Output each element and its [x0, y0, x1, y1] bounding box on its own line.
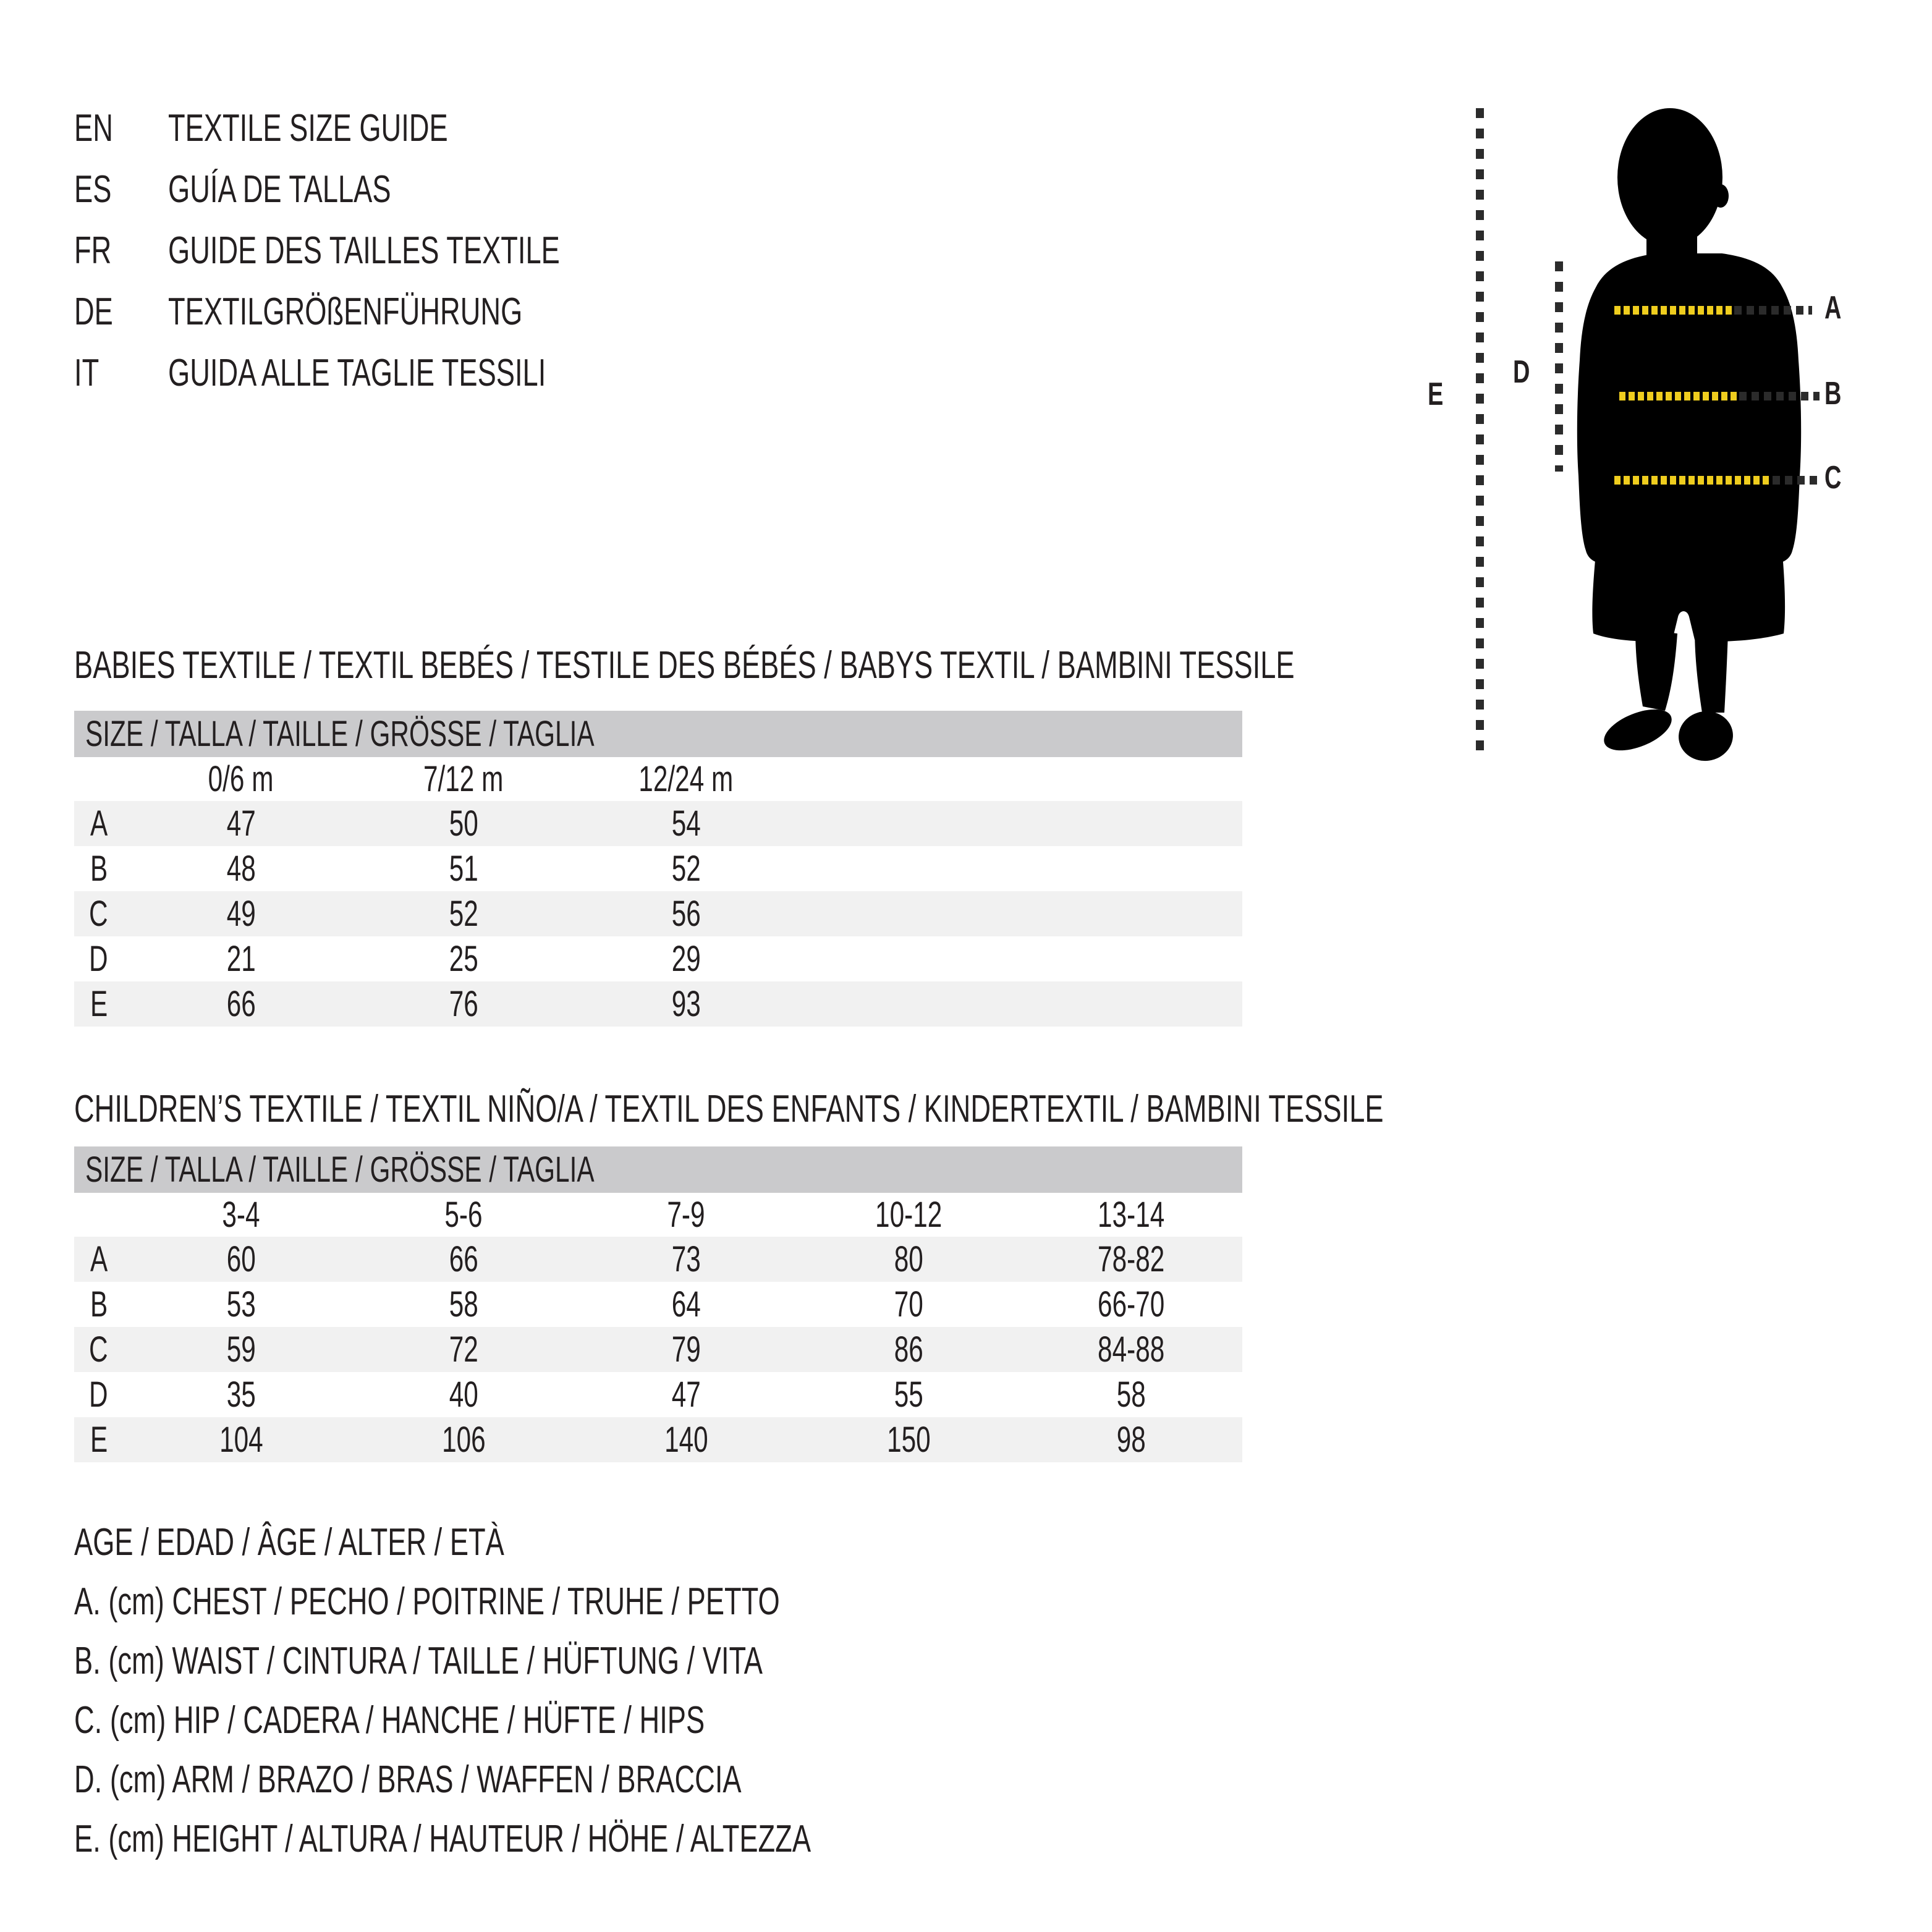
cell: 66-70: [1097, 1284, 1165, 1324]
cell: 54: [575, 801, 797, 846]
row-label: D: [89, 1375, 108, 1415]
cell: 93: [575, 981, 797, 1027]
cell: 86: [797, 1327, 1020, 1372]
lang-row-de: [74, 281, 705, 342]
waist-line-b-black: [1739, 392, 1820, 400]
measure-label-a: A: [1824, 290, 1842, 326]
cell: 53: [226, 1284, 256, 1324]
childrens-section-title: CHILDREN’S TEXTILE / TEXTIL NIÑO/A / TEXTIL DES ENFANTS / KINDERTEXTIL / BAMBINI TESSILE: [74, 1088, 1384, 1130]
cell: 58: [449, 1284, 478, 1324]
lang-row-en: [74, 98, 705, 159]
cell: 80: [797, 1237, 1020, 1282]
cell: 52: [352, 891, 575, 936]
col-header: 0/6 m: [130, 757, 352, 801]
hip-line-c-black: [1773, 476, 1821, 485]
row-label: E: [74, 981, 130, 1027]
cell: 78-82: [1020, 1237, 1242, 1282]
size-header-cell: SIZE / TALLA / TAILLE / GRÖSSE / TAGLIA: [74, 711, 1242, 757]
cell: 60: [130, 1237, 352, 1282]
cell: 47: [671, 1375, 701, 1415]
lang-code: ES: [74, 168, 112, 211]
babies-table-header-bar: [74, 711, 1242, 757]
table-row: [74, 801, 1242, 846]
row-label: B: [90, 849, 108, 889]
cell: 84-88: [1020, 1327, 1242, 1372]
lang-title: GUIDE DES TAILLES TEXTILE: [168, 229, 560, 272]
cell: 66: [352, 1237, 575, 1282]
row-label: A: [74, 1237, 130, 1282]
cell: 150: [797, 1417, 1020, 1462]
childrens-table-header-bar: [74, 1146, 1242, 1193]
col-header: 12/24 m: [575, 757, 797, 801]
cell: 79: [575, 1327, 797, 1372]
legend-arm: D. (cm) ARM / BRAZO / BRAS / WAFFEN / BRACCIA: [74, 1758, 742, 1801]
hip-line-c-yellow: [1614, 476, 1770, 485]
cell: 55: [894, 1375, 923, 1415]
lang-title: TEXTILGRÖßENFÜHRUNG: [168, 290, 523, 333]
chest-line-a-yellow: [1614, 306, 1732, 315]
arm-measure-line-d: [1555, 261, 1563, 472]
cell: 47: [130, 801, 352, 846]
row-label: A: [74, 801, 130, 846]
row-label: D: [89, 939, 108, 979]
cell: 104: [130, 1417, 352, 1462]
cell: 76: [352, 981, 575, 1027]
size-header-cell: SIZE / TALLA / TAILLE / GRÖSSE / TAGLIA: [74, 1146, 1242, 1193]
lang-row-fr: [74, 220, 705, 281]
lang-title: TEXTILE SIZE GUIDE: [168, 107, 448, 150]
childrens-column-headers: [74, 1193, 1242, 1237]
lang-code: FR: [74, 229, 112, 272]
measure-label-e: E: [1428, 376, 1444, 412]
table-row: [74, 846, 1242, 891]
cell: 66: [130, 981, 352, 1027]
row-label: C: [74, 1327, 130, 1372]
cell: 140: [575, 1417, 797, 1462]
cell: 29: [671, 939, 701, 979]
babies-size-table: [74, 711, 1242, 1027]
legend-chest: A. (cm) CHEST / PECHO / POITRINE / TRUHE / PETTO: [74, 1580, 780, 1623]
table-row: [74, 1282, 1242, 1327]
babies-section-title: BABIES TEXTILE / TEXTIL BEBÉS / TESTILE DES BÉBÉS / BABYS TEXTIL / BAMBINI TESSILE: [74, 644, 1295, 687]
legend-waist: B. (cm) WAIST / CINTURA / TAILLE / HÜFTUNG / VITA: [74, 1640, 763, 1682]
table-row: [74, 1327, 1242, 1372]
cell: 56: [575, 891, 797, 936]
language-title-list: [74, 98, 705, 404]
cell: 64: [671, 1284, 701, 1324]
measure-label-b: B: [1824, 376, 1842, 412]
cell: 59: [130, 1327, 352, 1372]
lang-code: IT: [74, 352, 100, 394]
row-label: E: [74, 1417, 130, 1462]
cell: 52: [671, 849, 701, 889]
legend-height: E. (cm) HEIGHT / ALTURA / HAUTEUR / HÖHE / ALTEZZA: [74, 1818, 811, 1860]
lang-title: GUÍA DE TALLAS: [168, 168, 391, 211]
cell: 49: [130, 891, 352, 936]
row-label: B: [90, 1284, 108, 1324]
cell: 70: [894, 1284, 923, 1324]
cell: 73: [575, 1237, 797, 1282]
lang-row-it: [74, 342, 705, 404]
table-row: [74, 1417, 1242, 1462]
col-header: 3-4: [130, 1193, 352, 1237]
lang-code: DE: [74, 290, 113, 333]
measure-label-c: C: [1824, 460, 1842, 496]
cell: 98: [1020, 1417, 1242, 1462]
cell: 50: [352, 801, 575, 846]
table-row: [74, 1237, 1242, 1282]
cell: 58: [1116, 1375, 1146, 1415]
cell: 72: [352, 1327, 575, 1372]
measure-label-d: D: [1513, 354, 1530, 390]
col-header: 10-12: [797, 1193, 1020, 1237]
lang-code: EN: [74, 107, 113, 150]
legend-hip: C. (cm) HIP / CADERA / HANCHE / HÜFTE / HIPS: [74, 1699, 705, 1742]
row-label: C: [74, 891, 130, 936]
table-row: [74, 891, 1242, 936]
chest-line-a-black: [1734, 306, 1812, 315]
cell: 21: [226, 939, 256, 979]
col-header: 13-14: [1020, 1193, 1242, 1237]
childrens-size-table: [74, 1146, 1242, 1462]
table-row: [74, 1372, 1242, 1417]
cell: 40: [449, 1375, 478, 1415]
waist-line-b-yellow: [1619, 392, 1737, 400]
babies-column-headers: [74, 757, 1242, 801]
col-header: 7-9: [575, 1193, 797, 1237]
lang-title: GUIDA ALLE TAGLIE TESSILI: [168, 352, 546, 394]
table-row: [74, 936, 1242, 981]
lang-row-es: [74, 159, 705, 220]
col-header: 5-6: [352, 1193, 575, 1237]
cell: 35: [226, 1375, 256, 1415]
col-header: 7/12 m: [352, 757, 575, 801]
table-row: [74, 981, 1242, 1027]
legend-age: AGE / EDAD / ÂGE / ALTER / ETÀ: [74, 1521, 504, 1564]
cell: 48: [226, 849, 256, 889]
cell: 51: [449, 849, 478, 889]
measurement-legend: [74, 1513, 1083, 1869]
cell: 106: [352, 1417, 575, 1462]
cell: 25: [449, 939, 478, 979]
